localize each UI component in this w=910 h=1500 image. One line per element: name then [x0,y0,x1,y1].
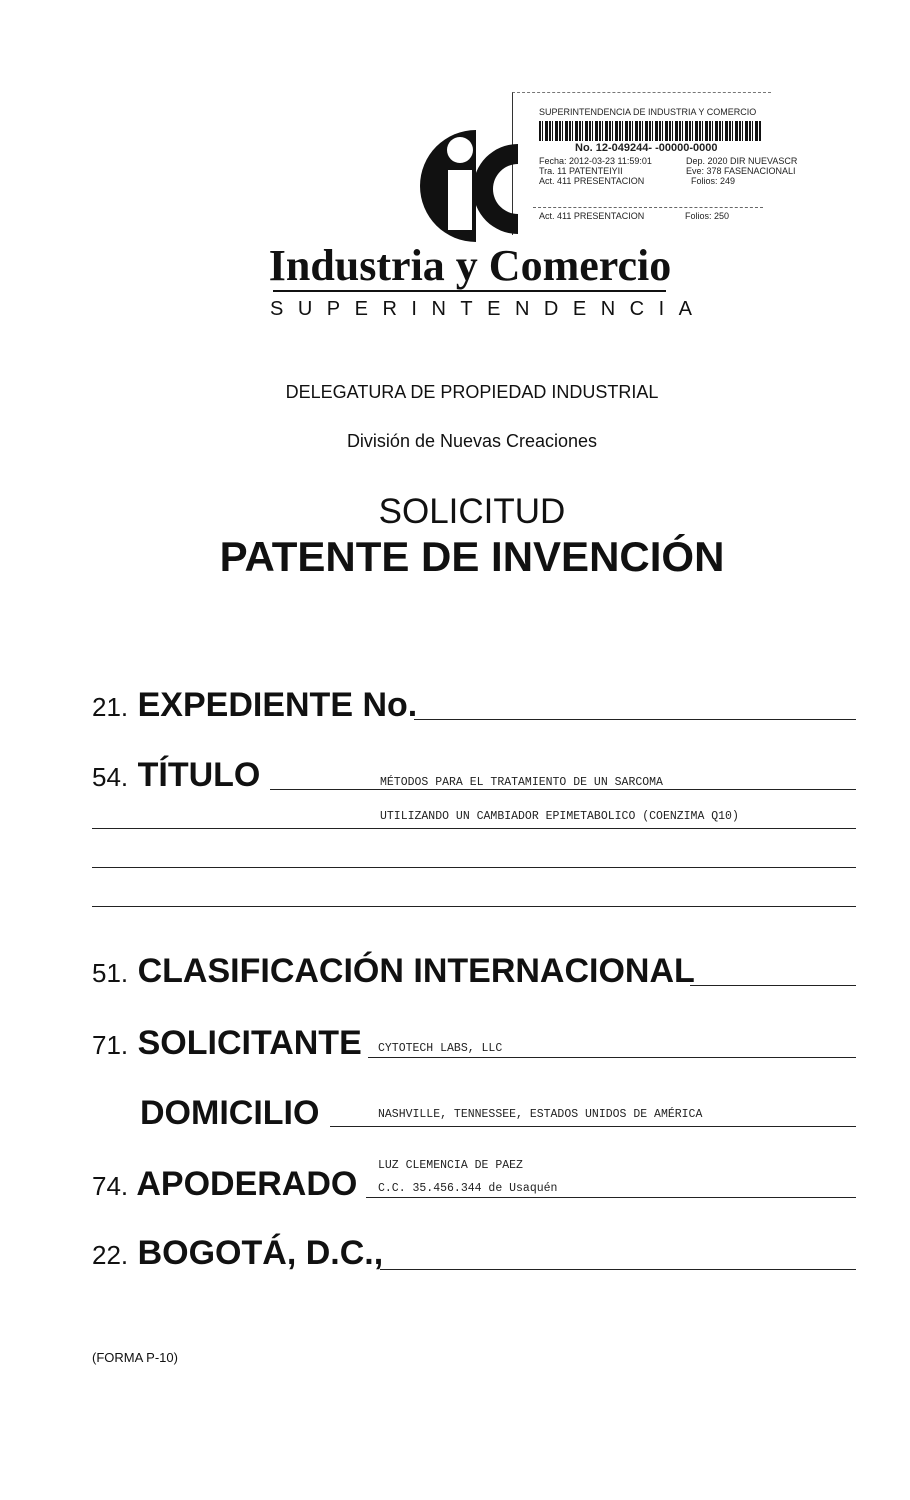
titulo-value-1: MÉTODOS PARA EL TRATAMIENTO DE UN SARCOMA [380,776,663,789]
apoderado-id: C.C. 35.456.344 de Usaquén [378,1182,558,1195]
stamp-folios-2: Folios: 250 [685,211,730,221]
stamp-eve: Eve: 378 FASENACIONALI [686,166,796,176]
stamp-act-2: Act. 411 PRESENTACION [539,211,645,221]
field-label: SOLICITANTE [137,1024,362,1062]
field-number: 74. [92,1171,129,1201]
field-expediente [92,686,417,725]
brand-subtitle: SUPERINTENDENCIA [270,298,707,320]
field-number: 22. [92,1240,129,1270]
brand-divider [273,290,666,292]
titulo-value-2: UTILIZANDO UN CAMBIADOR EPIMETABOLICO (COENZIMA Q10) [380,810,739,823]
field-number: 54. [92,762,129,792]
apoderado-line [366,1197,856,1198]
expediente-line [414,719,856,720]
solicitante-line [368,1057,856,1058]
domicilio-line [330,1126,856,1127]
field-label: DOMICILIO [140,1094,320,1132]
field-label: BOGOTÁ, D.C., [137,1234,384,1272]
titulo-line-3 [92,867,856,868]
stamp-act: Act. 411 PRESENTACION [539,176,645,186]
field-clasificacion [92,952,695,991]
form-code: (FORMA P-10) [92,1350,178,1365]
field-label: EXPEDIENTE No. [137,686,418,724]
titulo-line-4 [92,906,856,907]
reception-stamp [512,92,798,235]
stamp-header: SUPERINTENDENCIA DE INDUSTRIA Y COMERCIO [539,107,757,117]
brand-title: Industria y Comercio [268,241,672,290]
field-number: 71. [92,1030,129,1060]
stamp-folios: Folios: 249 [691,176,736,186]
division-heading: División de Nuevas Creaciones [346,431,598,451]
stamp-number: No. 12-049244- -00000-0000 [575,142,718,154]
solicitante-value: CYTOTECH LABS, LLC [378,1042,503,1055]
field-titulo [92,756,260,795]
field-domicilio [140,1094,319,1133]
solicitud-heading: SOLICITUD [378,492,566,531]
field-number: 51. [92,958,129,988]
field-label: TÍTULO [137,756,261,794]
domicilio-value: NASHVILLE, TENNESSEE, ESTADOS UNIDOS DE AMÉRICA [378,1108,703,1121]
stamp-dep: Dep. 2020 DIR NUEVASCR [686,156,798,166]
barcode [539,121,761,141]
field-apoderado [92,1165,357,1204]
titulo-line-2 [92,828,856,829]
field-label: APODERADO [136,1165,358,1203]
sic-logo [418,124,522,242]
field-number: 21. [92,692,129,722]
stamp-date: Fecha: 2012-03-23 11:59:01 [539,156,652,166]
delegatura-heading: DELEGATURA DE PROPIEDAD INDUSTRIAL [285,382,659,402]
field-label: CLASIFICACIÓN INTERNACIONAL [137,952,695,990]
apoderado-name: LUZ CLEMENCIA DE PAEZ [378,1159,523,1172]
field-bogota [92,1234,383,1273]
titulo-line-1 [270,789,856,790]
field-solicitante [92,1024,362,1063]
page-title: PATENTE DE INVENCIÓN [219,533,725,580]
clasificacion-line [690,985,856,986]
bogota-line [380,1269,856,1270]
stamp-tra: Tra. 11 PATENTEIYII [539,166,623,176]
